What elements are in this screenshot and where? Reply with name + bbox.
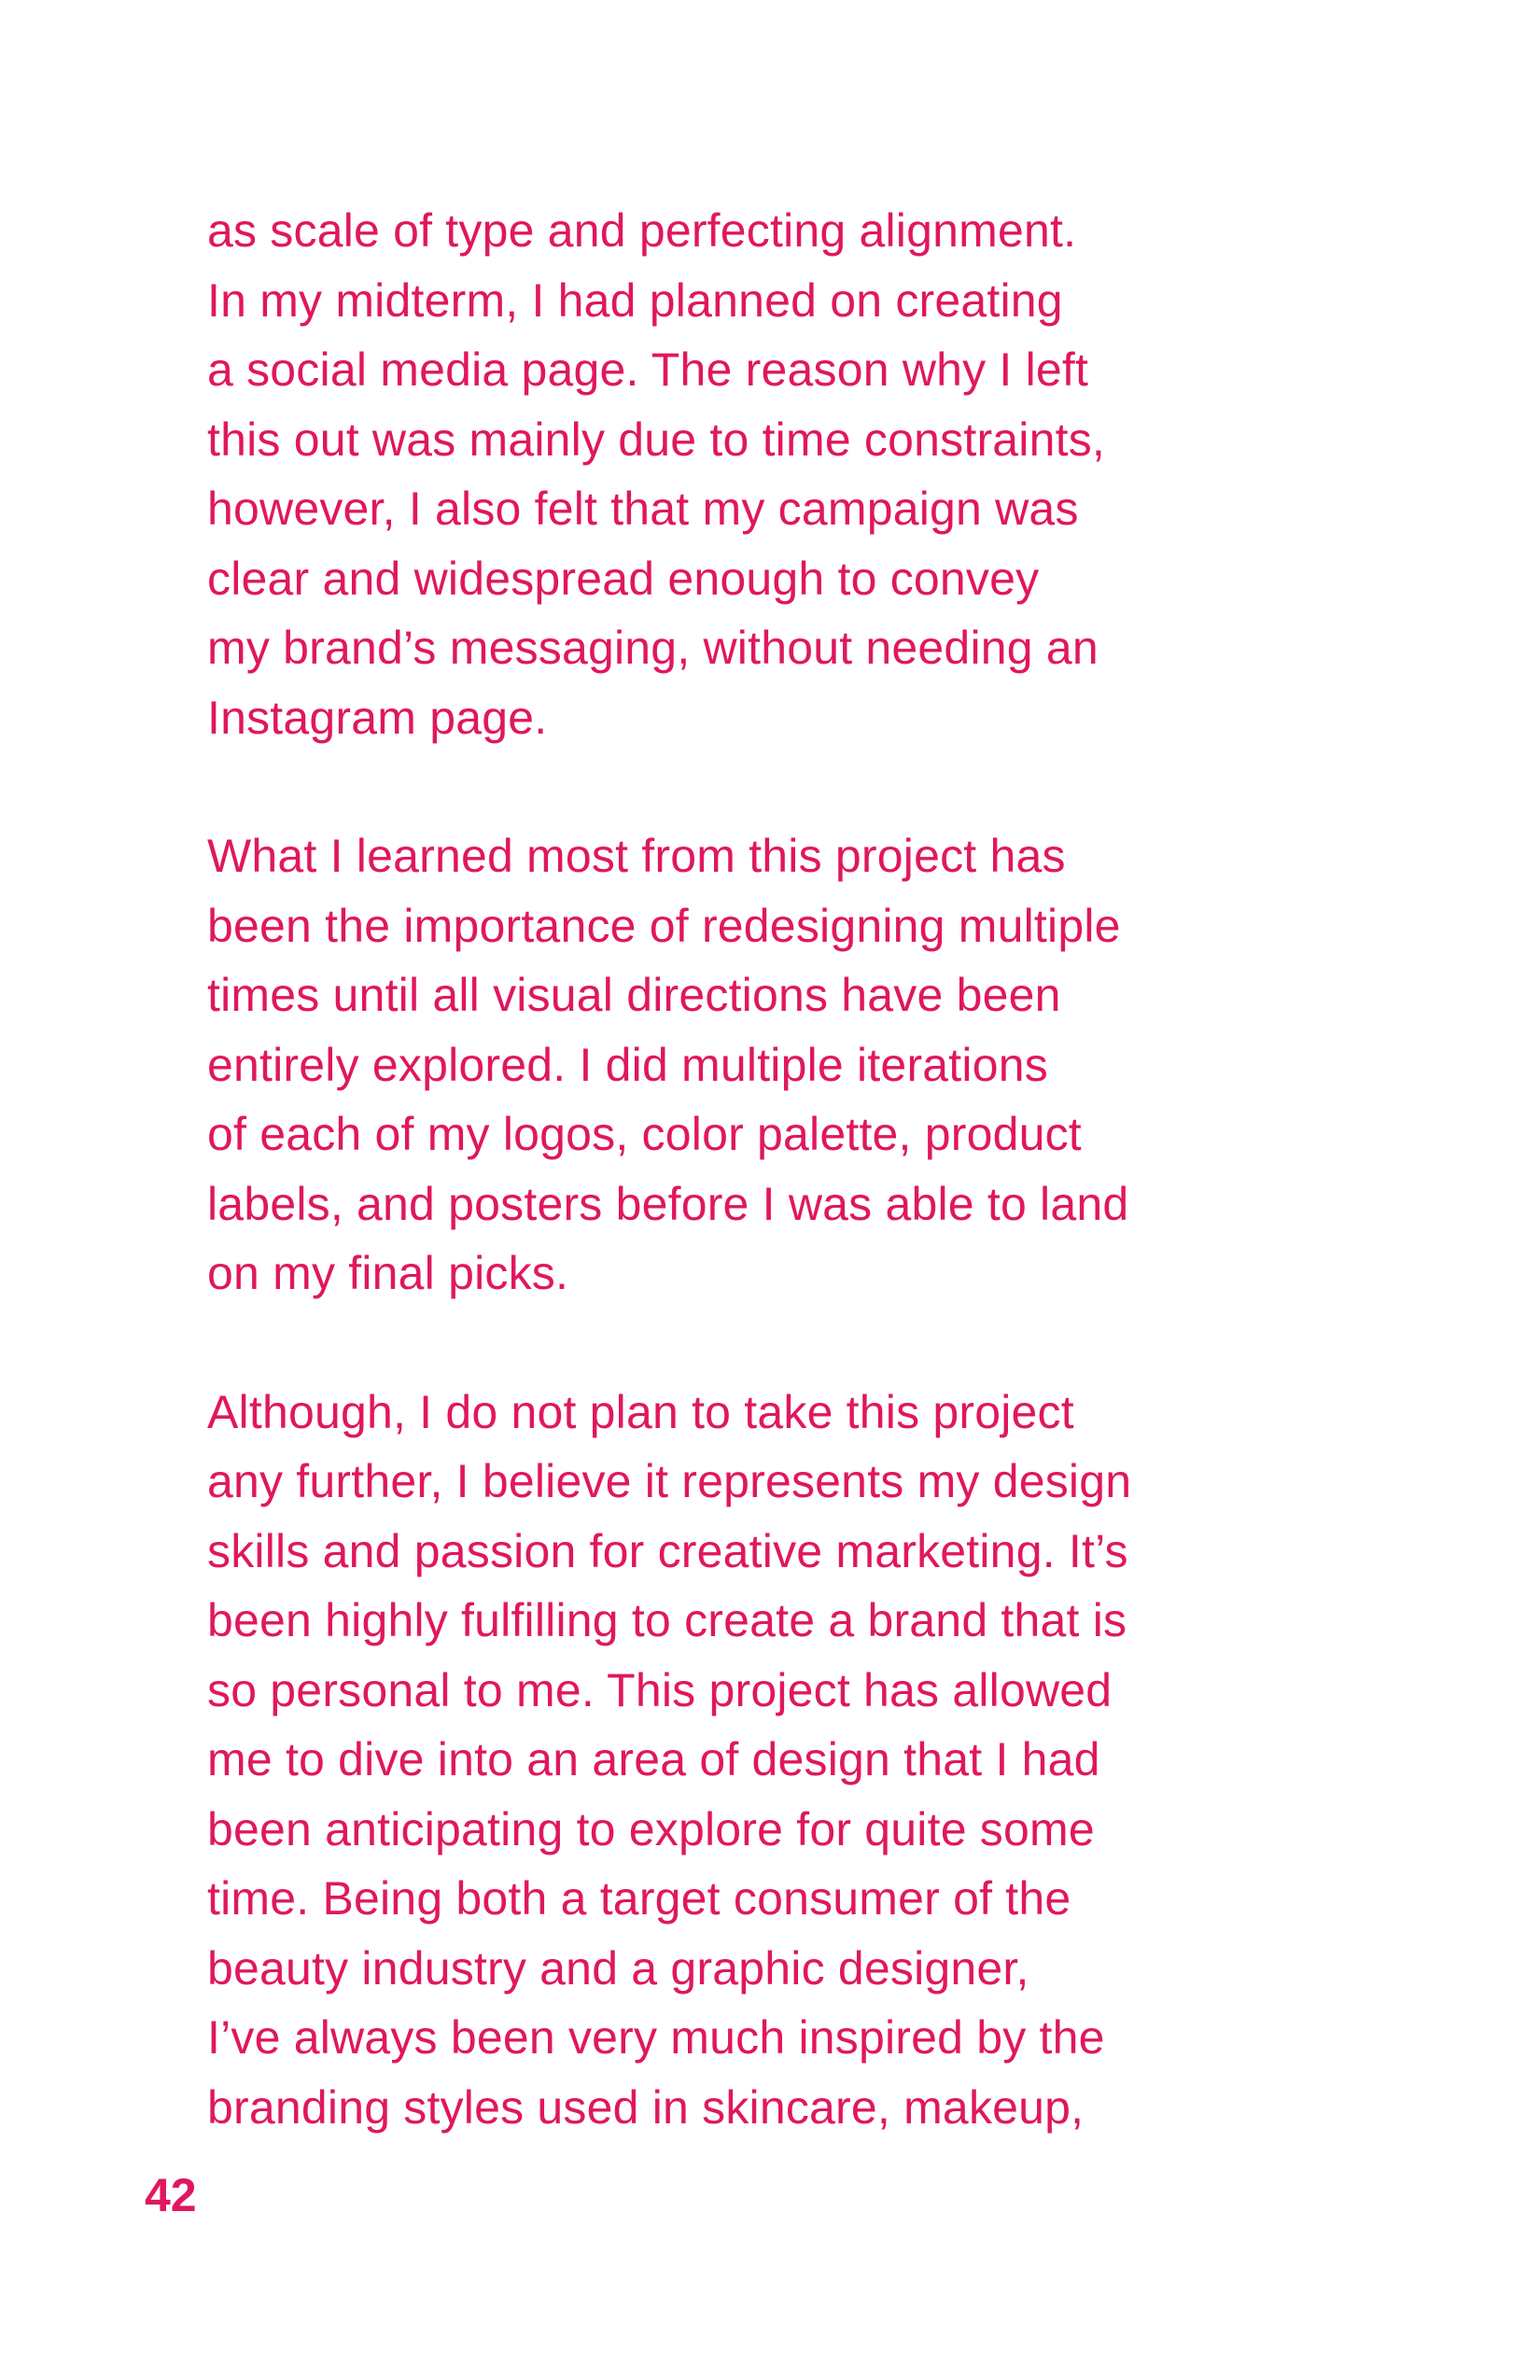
text-line: beauty industry and a graphic designer, (207, 1941, 1029, 1995)
text-line: been highly fulfilling to create a brand that is (207, 1594, 1127, 1646)
text-line: been anticipating to explore for quite some (207, 1802, 1095, 1855)
text-line: I’ve always been very much inspired by the (207, 2011, 1105, 2064)
text-line: any further, I believe it represents my design (207, 1455, 1132, 1507)
text-line: entirely explored. I did multiple iterations (207, 1038, 1048, 1091)
text-line: so personal to me. This project has allowed (207, 1663, 1113, 1716)
paragraph-2 (207, 821, 1365, 1309)
text-line: time. Being both a target consumer of the (207, 1872, 1071, 1925)
text-line: What I learned most from this project has (207, 830, 1066, 882)
text-line: a social media page. The reason why I left (207, 343, 1089, 396)
text-line: Instagram page. (207, 691, 548, 744)
paragraph-3 (207, 1378, 1365, 2143)
text-line: skills and passion for creative marketing. It’s (207, 1524, 1128, 1577)
text-line: been the importance of redesigning multiple (207, 899, 1121, 952)
text-line: however, I also felt that my campaign was (207, 483, 1079, 535)
body-text (207, 196, 1365, 2211)
text-line: In my midterm, I had planned on creating (207, 273, 1063, 327)
text-line: on my final picks. (207, 1247, 569, 1299)
text-line: my brand’s messaging, without needing an (207, 622, 1099, 674)
text-line: as scale of type and perfecting alignment. (207, 204, 1077, 257)
paragraph-1 (207, 196, 1365, 752)
text-line: labels, and posters before I was able to land (207, 1177, 1129, 1230)
text-line: me to dive into an area of design that I had (207, 1733, 1100, 1785)
text-line: branding styles used in skincare, makeup, (207, 2080, 1085, 2134)
text-line: of each of my logos, color palette, product (207, 1108, 1082, 1160)
page-number: 42 (145, 2169, 197, 2221)
text-line: this out was mainly due to time constraints, (207, 413, 1105, 466)
text-line: times until all visual directions have been (207, 969, 1061, 1021)
text-line: Although, I do not plan to take this project (207, 1385, 1074, 1438)
text-line: clear and widespread enough to convey (207, 552, 1040, 605)
